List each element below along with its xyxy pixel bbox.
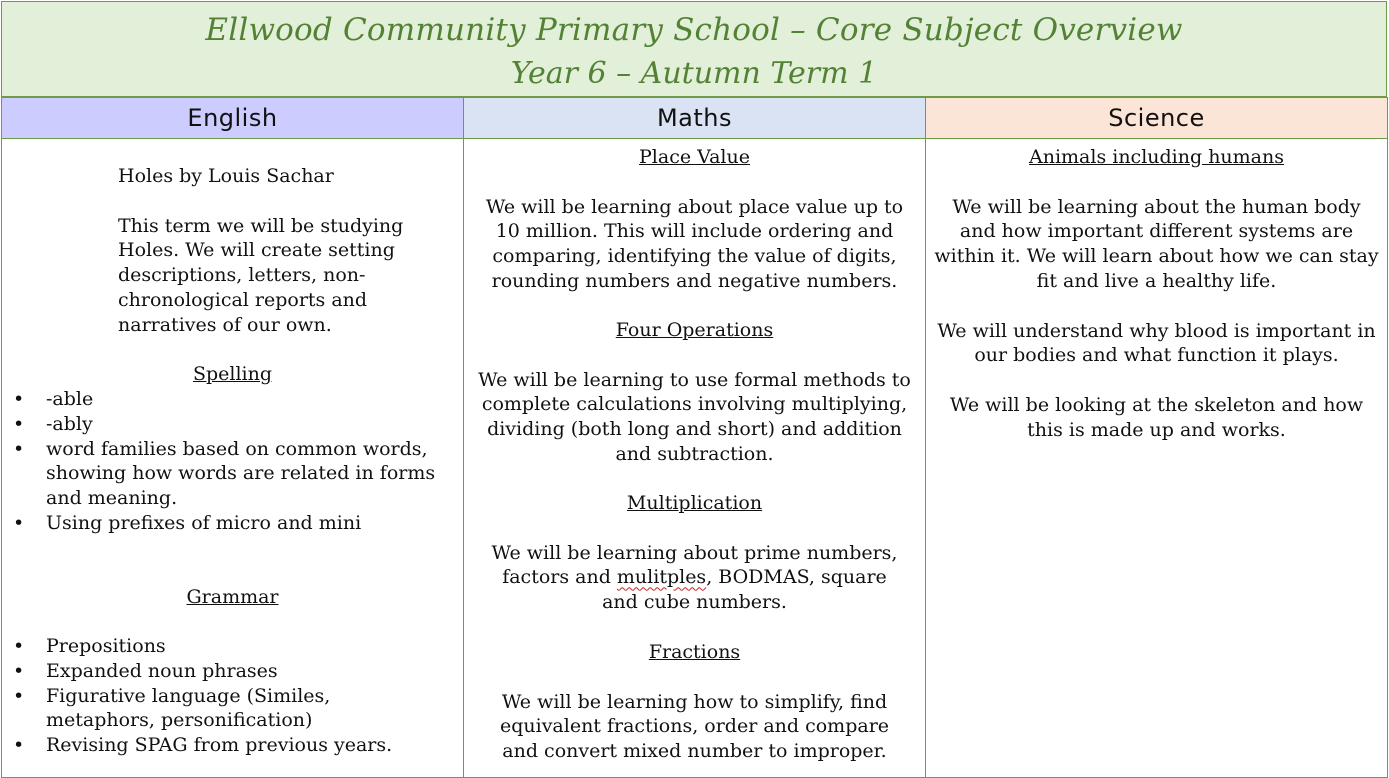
maths-multiplication [486,491,903,615]
list-item: • Figurative language (Similes, metaphors, personification) [13,684,331,732]
maths-fractions [486,640,903,764]
bullet-icon: • [13,388,25,410]
list-item: • Revising SPAG from previous years. [13,734,393,757]
english-column-header: English [1,97,464,139]
bullet-icon: • [13,437,25,460]
science-column-header: Science [925,97,1388,139]
list-item: • Using prefixes of micro and mini [13,511,362,534]
place-value-text: We will be learning about place value up to 10 million. This will include ordering and comparing, identifying the value of digits, rounding numbers and negative numbers. [485,195,904,292]
grammar-list [2,634,442,758]
science-content [934,145,1379,443]
maths-column [463,138,926,778]
four-operations-heading: Four Operations [615,319,774,341]
list-item: • Expanded noun phrases [13,659,278,682]
science-paragraph: We will be learning about the human body and how important different systems are within it. We will learn about how we can stay fit and live a healthy life. [934,195,1379,292]
fractions-heading: Fractions [648,641,741,663]
bullet-icon: • [13,511,25,534]
place-value-heading: Place Value [639,146,750,168]
list-item: • -ably [13,412,93,435]
english-column [1,138,464,778]
science-paragraph: We will be looking at the skeleton and how this is made up and works. [949,393,1364,441]
bullet-icon: • [13,659,25,682]
multiplication-heading: Multiplication [626,492,763,514]
fractions-text: We will be learning how to simplify, find equivalent fractions, order and compare and convert mixed number to improper. [499,690,890,763]
page-subtitle: Year 6 – Autumn Term 1 [510,56,878,91]
science-column [925,138,1388,778]
list-item: • -able [13,388,94,410]
english-intro-text: This term we will be studying Holes. We will create setting descriptions, letters, non-chronological reports and narratives of our own. [118,214,404,336]
four-operations-text: We will be learning to use formal methods to complete calculations involving multiplying, dividing (both long and short) and addition and subtraction. [478,368,911,465]
spelling-list [2,387,442,536]
list-item: • word families based on common words, showing how words are related in forms and meaning. [13,437,436,510]
bullet-icon: • [13,635,25,657]
maths-place-value [472,145,917,294]
bullet-icon: • [13,734,25,757]
multiplication-text: We will be learning about prime numbers, factors and mulitples, BODMAS, square and cube numbers. [491,541,898,614]
science-paragraph: We will understand why blood is important in our bodies and what function it plays. [937,319,1376,367]
bullet-icon: • [13,684,25,707]
maths-four-operations [472,318,917,467]
misspelt-word: mulitples [616,566,707,589]
science-topic-heading: Animals including humans [1029,146,1284,168]
english-intro [118,164,458,338]
page-title: Ellwood Community Primary School – Core Subject Overview [205,12,1183,48]
maths-column-header: Maths [463,97,926,139]
list-item: • Prepositions [13,635,166,657]
english-book-title: Holes by Louis Sachar [118,165,334,187]
grammar-heading: Grammar [186,586,279,608]
spelling-heading: Spelling [192,363,273,385]
bullet-icon: • [13,412,25,435]
title-banner [1,1,1387,97]
